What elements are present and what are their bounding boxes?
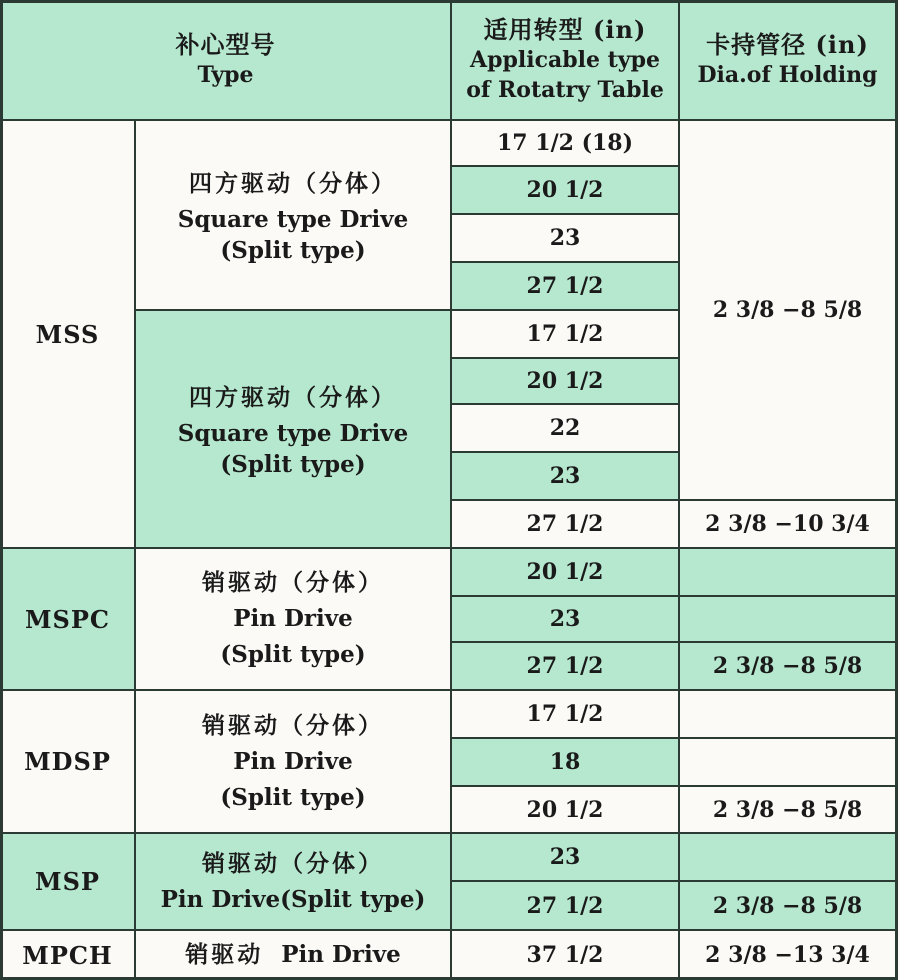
desc-en: Pin Drive bbox=[233, 747, 353, 775]
size-cell: 37 1/2 bbox=[451, 930, 679, 980]
header-type-cell bbox=[0, 0, 451, 120]
size-cell: 17 1/2 bbox=[451, 310, 679, 358]
border-top bbox=[0, 0, 898, 3]
size-cell: 18 bbox=[451, 738, 679, 786]
holding-mpch: 2 3/8 −13 3/4 bbox=[679, 930, 896, 980]
header-holding-cn: 卡持管径 (in) bbox=[706, 30, 869, 59]
size-cell: 20 1/2 bbox=[451, 548, 679, 596]
header-type-cn: 补心型号 bbox=[175, 30, 276, 59]
desc-cn: 销驱动（分体） bbox=[202, 711, 384, 739]
size-cell: 27 1/2 bbox=[451, 262, 679, 310]
divider-msp-mpch bbox=[0, 929, 898, 931]
divider-size-row bbox=[451, 499, 896, 501]
size-cell: 20 1/2 bbox=[451, 786, 679, 833]
divider-size-row bbox=[451, 595, 896, 597]
size-cell: 27 1/2 bbox=[451, 500, 679, 548]
size-cell: 20 1/2 bbox=[451, 166, 679, 214]
model-mss: MSS bbox=[0, 120, 135, 548]
model-msp: MSP bbox=[0, 833, 135, 930]
divider-size-row bbox=[451, 357, 679, 359]
holding-mspc: 2 3/8 −8 5/8 bbox=[679, 642, 896, 690]
holding-empty bbox=[679, 738, 896, 786]
size-cell: 22 bbox=[451, 404, 679, 452]
description-mdsp bbox=[135, 690, 451, 833]
description-mpch bbox=[135, 930, 451, 980]
divider-size-row bbox=[451, 737, 896, 739]
header-rotary-en2: of Rotatry Table bbox=[466, 77, 664, 103]
desc-en: Pin Drive(Split type) bbox=[160, 885, 426, 913]
header-holding-cell bbox=[679, 0, 896, 120]
size-cell: 27 1/2 bbox=[451, 642, 679, 690]
description-mss-square-b bbox=[135, 310, 451, 548]
divider-size-row bbox=[451, 880, 896, 882]
desc-en-sub: (Split type) bbox=[220, 641, 366, 668]
holding-empty bbox=[679, 548, 896, 596]
divider-size-row bbox=[451, 213, 679, 215]
size-cell: 23 bbox=[451, 833, 679, 881]
desc-cn: 四方驱动（分体） bbox=[189, 170, 397, 197]
holding-empty bbox=[679, 833, 896, 881]
model-mpch: MPCH bbox=[0, 930, 135, 980]
size-cell: 23 bbox=[451, 214, 679, 262]
holding-empty bbox=[679, 596, 896, 642]
header-type-en: Type bbox=[197, 62, 254, 88]
desc-cn: 销驱动（分体） bbox=[202, 569, 384, 596]
holding-msp: 2 3/8 −8 5/8 bbox=[679, 881, 896, 930]
size-cell: 23 bbox=[451, 596, 679, 642]
divider-header bbox=[0, 119, 898, 121]
desc-en-sub: (Split type) bbox=[220, 237, 366, 264]
desc-en-sub: (Split type) bbox=[220, 783, 366, 811]
holding-mss-last: 2 3/8 −10 3/4 bbox=[679, 500, 896, 548]
header-rotary-en1: Applicable type bbox=[470, 47, 660, 73]
desc-en: Square type Drive bbox=[177, 420, 409, 447]
divider-size-row bbox=[451, 451, 679, 453]
size-cell: 17 1/2 (18) bbox=[451, 120, 679, 166]
desc-cn: 四方驱动（分体） bbox=[189, 384, 397, 411]
holding-mdsp: 2 3/8 −8 5/8 bbox=[679, 786, 896, 833]
divider-size-row bbox=[451, 785, 896, 787]
holding-mss-main: 2 3/8 −8 5/8 bbox=[679, 120, 896, 500]
desc-en: Square type Drive bbox=[177, 206, 409, 233]
divider-size-row bbox=[451, 261, 679, 263]
model-mspc: MSPC bbox=[0, 548, 135, 690]
divider-size-row bbox=[451, 403, 679, 405]
divider-size-row bbox=[451, 165, 679, 167]
desc-en: Pin Drive bbox=[281, 941, 401, 968]
desc-cn: 销驱动（分体） bbox=[202, 849, 384, 877]
desc-en: Pin Drive bbox=[233, 605, 353, 632]
divider-mdsp-msp bbox=[0, 832, 898, 834]
holding-empty bbox=[679, 690, 896, 738]
size-cell: 27 1/2 bbox=[451, 881, 679, 930]
size-cell: 20 1/2 bbox=[451, 358, 679, 404]
size-cell: 23 bbox=[451, 452, 679, 500]
divider-mspc-mdsp bbox=[0, 689, 898, 691]
desc-en-sub: (Split type) bbox=[220, 451, 366, 478]
description-msp bbox=[135, 833, 451, 930]
divider-mss-mspc bbox=[0, 547, 898, 549]
description-mspc bbox=[135, 548, 451, 690]
header-holding-en: Dia.of Holding bbox=[697, 62, 878, 88]
desc-cn: 销驱动 bbox=[185, 941, 264, 968]
divider-size-row bbox=[451, 641, 896, 643]
description-mss-square-a bbox=[135, 120, 451, 310]
size-cell: 17 1/2 bbox=[451, 690, 679, 738]
divider-col-model bbox=[134, 120, 136, 980]
divider-size-row bbox=[451, 309, 679, 311]
header-rotary-cn: 适用转型 (in) bbox=[483, 15, 647, 44]
model-mdsp: MDSP bbox=[0, 690, 135, 833]
divider-mss-desc bbox=[135, 309, 451, 311]
header-rotary-cell bbox=[451, 0, 679, 120]
